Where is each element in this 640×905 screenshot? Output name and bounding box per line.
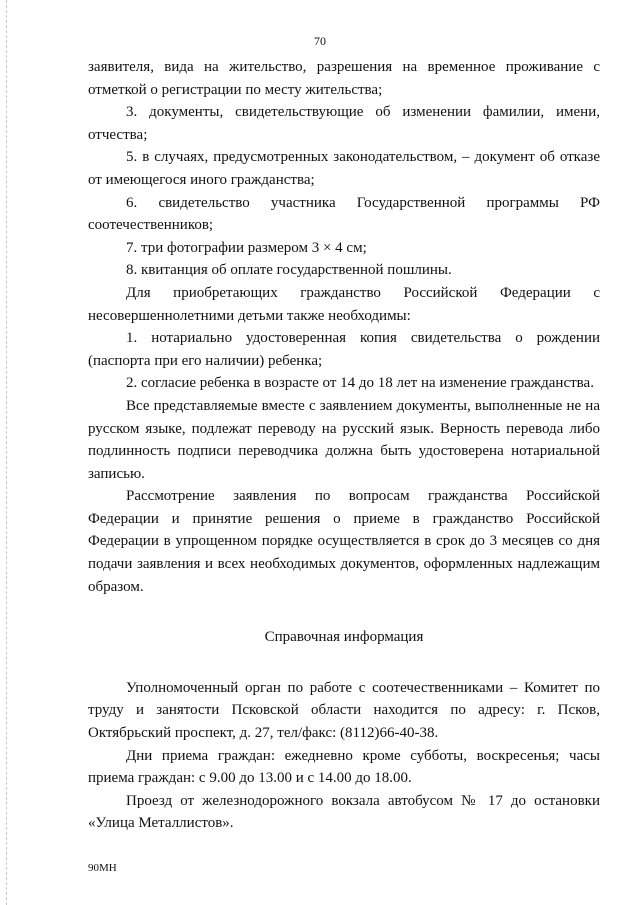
minors-item-1: 1. нотариально удостоверенная копия свидетельства о рождении (паспорта при его наличии) ребенка; <box>88 330 600 369</box>
page-edge <box>6 0 7 905</box>
paragraph-translation: Все представляемые вместе с заявлением документы, выполненные не на русском языке, подлежат переводу на русский язык. Верность перевода либо подлинность подписи переводчика должна быть удостоверена нотариальной записью. <box>88 397 600 482</box>
reference-paragraph-directions: Проезд от железнодорожного вокзала автобусом № 17 до остановки «Улица Металлистов». <box>88 792 600 832</box>
paragraph-review-term: Рассмотрение заявления по вопросам гражданства Российской Федерации и принятие решения о приеме в гражданство Российской Федерации в упрощенном порядке осуществляется в срок до 3 месяцев со дня подачи заявления и всех необходимых документов, оформленных надлежащим образом. <box>88 488 600 595</box>
document-body <box>88 56 600 835</box>
reference-paragraph-hours: Дни приема граждан: ежедневно кроме субботы, воскресенья; часы приема граждан: с 9.00 до 13.00 и с 14.00 до 18.00. <box>88 747 600 787</box>
paragraph-continuation: заявителя, вида на жительство, разрешения на временное проживание с отметкой о регистрации по месту жительства; <box>88 59 600 98</box>
section-heading: Справочная информация <box>264 629 424 646</box>
footer-code: 90МН <box>88 862 117 874</box>
minors-item-2: 2. согласие ребенка в возрасте от 14 до 18 лет на изменение гражданства. <box>126 375 594 392</box>
page-number: 70 <box>314 34 326 48</box>
list-item-6: 6. свидетельство участника Государственной программы РФ соотечественников; <box>88 194 600 234</box>
list-item-3: 3. документы, свидетельствующие об изменении фамилии, имени, отчества; <box>88 104 600 143</box>
list-item-8: 8. квитанция об оплате государственной пошлины. <box>126 262 452 279</box>
paragraph-minors-intro: Для приобретающих гражданство Российской Федерации с несовершеннолетними детьми также необходимы: <box>88 284 600 324</box>
list-item-5: 5. в случаях, предусмотренных законодательством, – документ об отказе от имеющегося иного гражданства; <box>88 149 600 188</box>
list-item-7: 7. три фотографии размером 3 × 4 см; <box>126 239 367 256</box>
reference-paragraph-office: Уполномоченный орган по работе с соотечественниками – Комитет по труду и занятости Псковской области находится по адресу: г. Псков, Октябрьский проспект, д. 27, тел/факс: (8112)66-40-38. <box>88 679 600 742</box>
